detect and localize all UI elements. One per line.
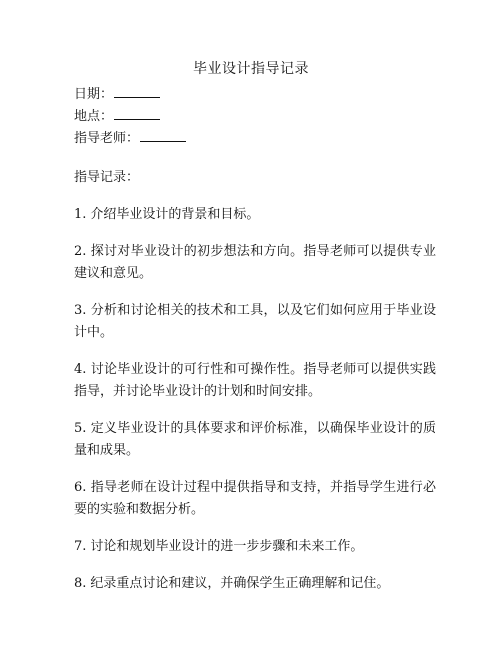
advisor-line xyxy=(74,128,436,150)
item-text: 探讨对毕业设计的初步想法和方向。指导老师可以提供专业建议和意见。 xyxy=(74,244,436,281)
item-number: 8. xyxy=(74,576,87,591)
record-item-1 xyxy=(74,204,436,226)
date-line xyxy=(74,84,436,106)
location-label: 地点： xyxy=(74,109,114,124)
item-text: 指导老师在设计过程中提供指导和支持，并指导学生进行必要的实验和数据分析。 xyxy=(74,480,436,517)
record-item-2 xyxy=(74,241,436,285)
item-number: 6. xyxy=(74,480,87,495)
item-text: 讨论和规划毕业设计的进一步步骤和未来工作。 xyxy=(90,539,364,554)
record-item-4 xyxy=(74,359,436,403)
item-text: 讨论毕业设计的可行性和可操作性。指导老师可以提供实践指导，并讨论毕业设计的计划和时间安排。 xyxy=(74,362,436,399)
record-item-8 xyxy=(74,573,436,595)
advisor-label: 指导老师： xyxy=(74,131,140,146)
record-item-5 xyxy=(74,418,436,462)
item-text: 分析和讨论相关的技术和工具，以及它们如何应用于毕业设计中。 xyxy=(74,303,436,340)
item-number: 4. xyxy=(74,362,87,377)
item-text: 介绍毕业设计的背景和目标。 xyxy=(90,207,260,222)
location-line xyxy=(74,106,436,128)
item-number: 5. xyxy=(74,421,87,436)
date-blank xyxy=(114,84,160,98)
item-text: 定义毕业设计的具体要求和评价标准，以确保毕业设计的质量和成果。 xyxy=(74,421,436,458)
location-blank xyxy=(114,106,160,120)
record-item-3 xyxy=(74,300,436,344)
item-number: 3. xyxy=(74,303,87,318)
advisor-blank xyxy=(140,128,186,142)
item-text: 纪录重点讨论和建议，并确保学生正确理解和记住。 xyxy=(90,576,390,591)
record-item-6 xyxy=(74,477,436,521)
item-number: 7. xyxy=(74,539,87,554)
document-title: 毕业设计指导记录 xyxy=(193,61,309,77)
item-number: 1. xyxy=(74,207,87,222)
record-item-7 xyxy=(74,536,436,558)
date-label: 日期： xyxy=(74,87,114,102)
section-label: 指导记录： xyxy=(74,170,140,185)
item-number: 2. xyxy=(74,244,87,259)
document-body xyxy=(74,84,436,595)
